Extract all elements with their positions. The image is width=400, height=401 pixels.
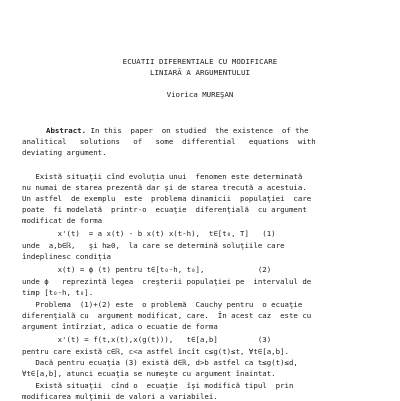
body-line-18: ∀t∈[a,b], atunci ecuaţia se numeşte cu argument înaintat. [22,369,276,378]
abstract-label: Abstract. [46,126,87,135]
body-line-10: unde ϕ reprezintă legea creşterii populaţiei pe intervalul de [22,277,312,286]
body-line-7: unde a,b∈ℝ, şi h≥0, la care se determină soluţiile care [22,241,285,250]
body-line-5: modificat de forma [22,216,103,225]
body-line-4: poate fi modelată printr-o ecuaţie diferenţială cu argument [22,205,307,214]
body-line-20: modificarea mulţimii de valori a variabilei. [22,392,218,401]
body-line-12: Problema (1)+(2) este o problemă Cauchy pentru o ecuaţie [22,300,303,309]
equation-1: x'(t) = a x(t) - b x(t) x(t-h), t∈[t₀, T] (1) [22,229,276,238]
body-line-2: nu numai de starea prezentă dar şi de starea trecută a acestuia. [22,183,307,192]
body-line-8: îndeplinesc condiţia [22,252,111,261]
abstract-line-1 [46,126,309,135]
body-line-13: diferenţială cu argument modificat, care. În acest caz este cu [22,311,312,320]
body-line-3: Un astfel de exemplu este problema dinamicii populaţiei care [22,194,312,203]
body-line-14: argument întîrziat, adica o ecuatie de forma [22,322,218,331]
body-line-17: Dacă pentru ecuaţia (3) există d∈ℝ, d>b astfel ca t≤g(t)≤d, [22,358,298,367]
abstract-line-3: deviating argument. [22,148,107,157]
abstract-line-2: analitical solutions of some differential equations with [22,137,316,146]
paper-title-line-1: ECUATII DIFERENTIALE CU MODIFICARE [122,57,278,66]
equation-3: x'(t) = f(t,x(t),x(g(t))), t∈[a,b] (3) [22,335,272,344]
body-line-11: timp [t₀-h, t₀]. [22,288,94,297]
paper-title-line-2: LINIARĂ A ARGUMENTULUI [149,68,251,77]
body-line-19: Există situaţii cînd o ecuaţie îşi modifică tipul prin [22,381,294,390]
abstract-text-1: In this paper on studied the existence of the [86,126,309,135]
body-line-1: Există situaţii cînd evoluţia unui fenomen este determinată [22,172,303,181]
paper-author: Viorica MUREŞAN [166,90,234,99]
equation-2: x(t) = ϕ (t) pentru t∈[t₀-h, t₀], (2) [22,265,272,274]
body-line-16: pentru care există c∈ℝ, c<a astfel încît c≤g(t)≤t, ∀t∈[a,b]. [22,347,289,356]
